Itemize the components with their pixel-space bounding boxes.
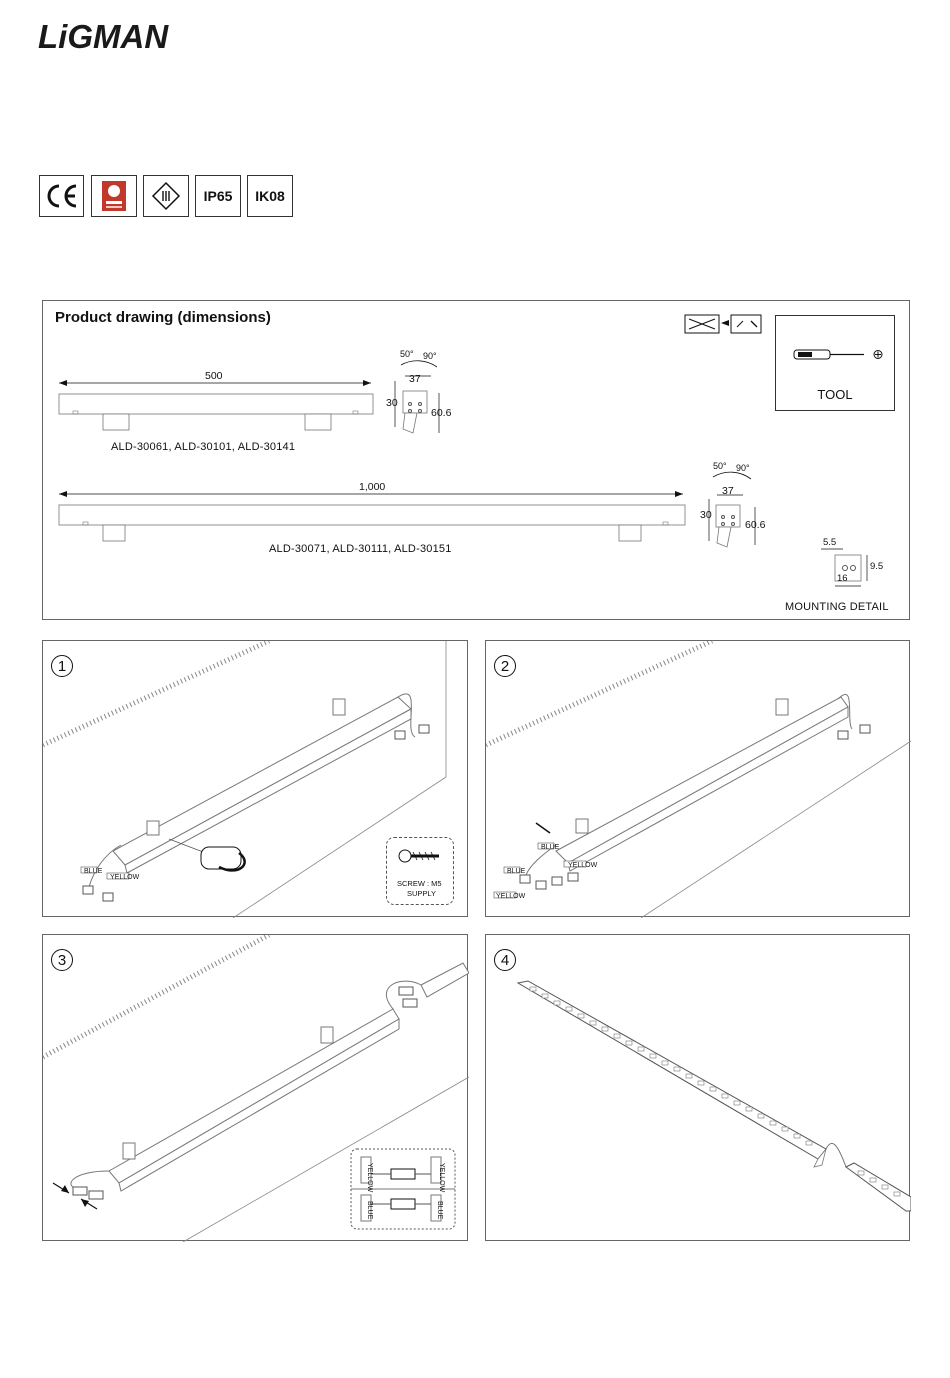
- ce-mark-icon: [45, 183, 79, 209]
- short-length-label: 500: [205, 370, 223, 382]
- step-1-blue-label: BLUE: [84, 868, 103, 875]
- step-3-panel: [42, 934, 468, 1241]
- long-height: 30: [700, 509, 712, 521]
- short-angle-a: 50°: [400, 349, 414, 359]
- screw-icon: [387, 838, 453, 874]
- class-iii-badge: [143, 175, 189, 217]
- step-3-number: 3: [51, 949, 73, 971]
- short-width: 37: [409, 373, 421, 385]
- step-3-blue-left: BLUE: [366, 1201, 373, 1220]
- ik08-badge: [247, 175, 293, 217]
- step-2-yellow2-label: YELLOW: [496, 893, 526, 900]
- screwdriver-icon: [776, 316, 894, 376]
- tool-label: TOOL: [817, 387, 853, 402]
- step-3-yellow-left: YELLOW: [366, 1163, 373, 1193]
- long-angle-b: 90°: [736, 463, 750, 473]
- product-drawing-title: Product drawing (dimensions): [55, 309, 271, 326]
- mount-dim-a: 5.5: [823, 537, 837, 548]
- quality-seal-icon: [100, 179, 128, 213]
- step-1-number: 1: [51, 655, 73, 677]
- mount-dim-c: 9.5: [870, 561, 884, 572]
- long-length-label: 1,000: [359, 481, 386, 493]
- quality-seal-badge: [91, 175, 137, 217]
- long-angle-a: 50°: [713, 461, 727, 471]
- supply-label: SUPPLY: [407, 889, 437, 898]
- step-2-blue2-label: BLUE: [541, 844, 560, 851]
- mount-dim-b: 16: [837, 573, 848, 584]
- step-2-panel: [485, 640, 910, 917]
- ik08-label: IK08: [255, 188, 285, 204]
- step-4-panel: [485, 934, 910, 1241]
- ip65-badge: [195, 175, 241, 217]
- step-2-blue-label: BLUE: [507, 868, 526, 875]
- class-iii-icon: [151, 181, 181, 211]
- screw-label: SCREW : M5: [397, 879, 442, 888]
- step-1-panel: [42, 640, 468, 917]
- step-3-illustration: [43, 935, 469, 1242]
- step-2-number: 2: [494, 655, 516, 677]
- step-2-yellow-label: YELLOW: [568, 862, 598, 869]
- short-depth: 60.6: [431, 407, 452, 419]
- step-4-number: 4: [494, 949, 516, 971]
- mounting-detail-label: MOUNTING DETAIL: [785, 601, 889, 613]
- ce-mark-badge: [39, 175, 84, 217]
- long-width: 37: [722, 485, 734, 497]
- ip65-label: IP65: [203, 188, 233, 204]
- ligman-logo: [38, 18, 228, 54]
- step-1-yellow-label: YELLOW: [110, 874, 140, 881]
- product-drawing-panel: [42, 300, 910, 620]
- short-models-label: ALD-30061, ALD-30101, ALD-30141: [111, 441, 296, 453]
- step-3-blue-right: BLUE: [436, 1201, 443, 1220]
- tool-box: [775, 315, 895, 411]
- step-4-illustration: [486, 935, 911, 1242]
- long-depth: 60.6: [745, 519, 766, 531]
- short-height: 30: [386, 397, 398, 409]
- short-angle-b: 90°: [423, 351, 437, 361]
- logo-text: LiGMAN: [38, 18, 169, 54]
- step-3-yellow-right: YELLOW: [438, 1163, 445, 1193]
- step-2-illustration: [486, 641, 911, 918]
- screw-supply-box: [386, 837, 454, 905]
- long-models-label: ALD-30071, ALD-30111, ALD-30151: [269, 543, 452, 555]
